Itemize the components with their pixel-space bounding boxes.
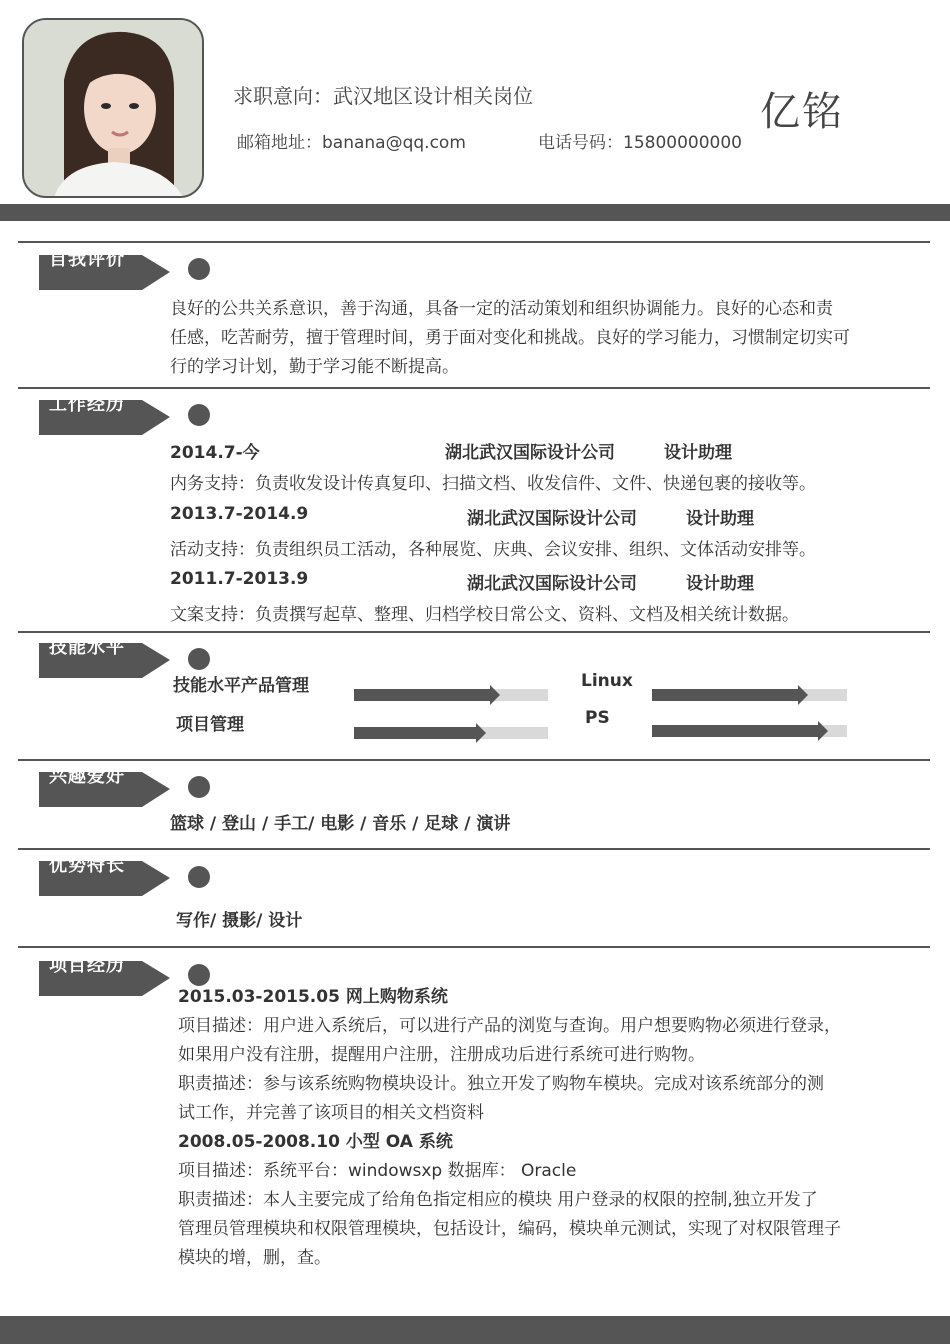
work-company: 湖北武汉国际设计公司 bbox=[445, 443, 615, 463]
section-banner-strength bbox=[39, 855, 170, 896]
section-title: 自我评价 bbox=[49, 249, 125, 270]
profile-photo bbox=[22, 18, 204, 198]
bullet-dot bbox=[188, 866, 210, 888]
skill-bar bbox=[354, 727, 548, 739]
skill-bar bbox=[652, 689, 847, 701]
text-line: 良好的公共关系意识，善于沟通，具备一定的活动策划和组织协调能力。良好的心态和责 bbox=[170, 299, 833, 319]
text-line: 行的学习计划，勤于学习能不断提高。 bbox=[170, 357, 459, 377]
candidate-name: 亿铭 bbox=[760, 89, 844, 135]
job-intent: 求职意向：武汉地区设计相关岗位 bbox=[233, 84, 533, 108]
header-divider-bar bbox=[0, 204, 950, 221]
skill-fill bbox=[652, 725, 818, 737]
project-title: 2015.03-2015.05 网上购物系统 bbox=[178, 987, 448, 1007]
section-rule bbox=[18, 848, 930, 850]
work-company: 湖北武汉国际设计公司 bbox=[467, 509, 637, 529]
skill-arrow-tip bbox=[818, 721, 828, 741]
work-title: 设计助理 bbox=[686, 509, 754, 529]
section-banner-work bbox=[39, 394, 170, 435]
section-title: 项目经历 bbox=[49, 955, 125, 976]
skill-name: 项目管理 bbox=[176, 715, 244, 735]
work-title: 设计助理 bbox=[664, 443, 732, 463]
text-line: 职责描述：本人主要完成了给角色指定相应的模块 用户登录的权限的控制,独立开发了 bbox=[178, 1190, 818, 1210]
bullet-dot bbox=[188, 648, 210, 670]
text-line: 项目描述：系统平台：windowsxp 数据库： Oracle bbox=[178, 1161, 577, 1181]
section-rule bbox=[18, 946, 930, 948]
skill-fill bbox=[652, 689, 798, 701]
skill-bar bbox=[652, 725, 847, 737]
work-desc: 活动支持：负责组织员工活动，各种展览、庆典、会议安排、组织、文体活动安排等。 bbox=[170, 540, 816, 560]
section-rule bbox=[18, 631, 930, 633]
section-title: 优势特长 bbox=[49, 855, 125, 876]
bullet-dot bbox=[188, 776, 210, 798]
skill-name: 技能水平产品管理 bbox=[173, 676, 309, 696]
section-banner-skills bbox=[39, 637, 170, 678]
skill-name: Linux bbox=[581, 671, 633, 691]
skill-bar bbox=[354, 689, 548, 701]
text-line: 职责描述：参与该系统购物模块设计。独立开发了购物车模块。完成对该系统部分的测 bbox=[178, 1074, 824, 1094]
portrait-illustration bbox=[24, 20, 204, 198]
skill-arrow-tip bbox=[490, 685, 500, 705]
work-date: 2014.7-今 bbox=[170, 443, 260, 463]
email: 邮箱地址：banana@qq.com bbox=[237, 133, 466, 153]
skill-fill bbox=[354, 727, 476, 739]
section-banner-project bbox=[39, 955, 170, 996]
work-date: 2013.7-2014.9 bbox=[170, 504, 309, 524]
text-line: 模块的增，删，查。 bbox=[178, 1248, 331, 1268]
section-title: 技能水平 bbox=[49, 637, 125, 658]
section-title: 兴趣爱好 bbox=[49, 766, 125, 787]
project-title: 2008.05-2008.10 小型 OA 系统 bbox=[178, 1132, 453, 1152]
bullet-dot bbox=[188, 258, 210, 280]
skill-arrow-tip bbox=[798, 685, 808, 705]
skill-arrow-tip bbox=[476, 723, 486, 743]
skill-fill bbox=[354, 689, 490, 701]
bullet-dot bbox=[188, 404, 210, 426]
skill-name: PS bbox=[585, 708, 610, 728]
work-date: 2011.7-2013.9 bbox=[170, 569, 309, 589]
text-line: 试工作，并完善了该项目的相关文档资料 bbox=[178, 1103, 484, 1123]
section-rule bbox=[18, 759, 930, 761]
text-line: 任感，吃苦耐劳，擅于管理时间，勇于面对变化和挑战。良好的学习能力，习惯制定切实可 bbox=[170, 328, 850, 348]
section-banner-self bbox=[39, 249, 170, 290]
section-banner-hobby bbox=[39, 766, 170, 807]
text-line: 管理员管理模块和权限管理模块，包括设计，编码，模块单元测试，实现了对权限管理子 bbox=[178, 1219, 841, 1239]
section-title: 工作经历 bbox=[49, 394, 125, 415]
work-company: 湖北武汉国际设计公司 bbox=[467, 574, 637, 594]
section-rule bbox=[18, 241, 930, 243]
work-title: 设计助理 bbox=[686, 574, 754, 594]
work-desc: 内务支持：负责收发设计传真复印、扫描文档、收发信件、文件、快递包裹的接收等。 bbox=[170, 474, 816, 494]
work-desc: 文案支持：负责撰写起草、整理、归档学校日常公文、资料、文档及相关统计数据。 bbox=[170, 605, 799, 625]
hobby-list: 篮球 / 登山 / 手工/ 电影 / 音乐 / 足球 / 演讲 bbox=[170, 814, 511, 834]
self-eval-text bbox=[170, 295, 920, 382]
project-list bbox=[178, 983, 918, 1273]
text-line: 如果用户没有注册，提醒用户注册，注册成功后进行系统可进行购物。 bbox=[178, 1045, 705, 1065]
phone: 电话号码：15800000000 bbox=[538, 133, 742, 153]
section-rule bbox=[18, 387, 930, 389]
text-line: 项目描述：用户进入系统后，可以进行产品的浏览与查询。用户想要购物必须进行登录， bbox=[178, 1016, 841, 1036]
footer-bar bbox=[0, 1316, 950, 1344]
strength-list: 写作/ 摄影/ 设计 bbox=[176, 911, 303, 931]
